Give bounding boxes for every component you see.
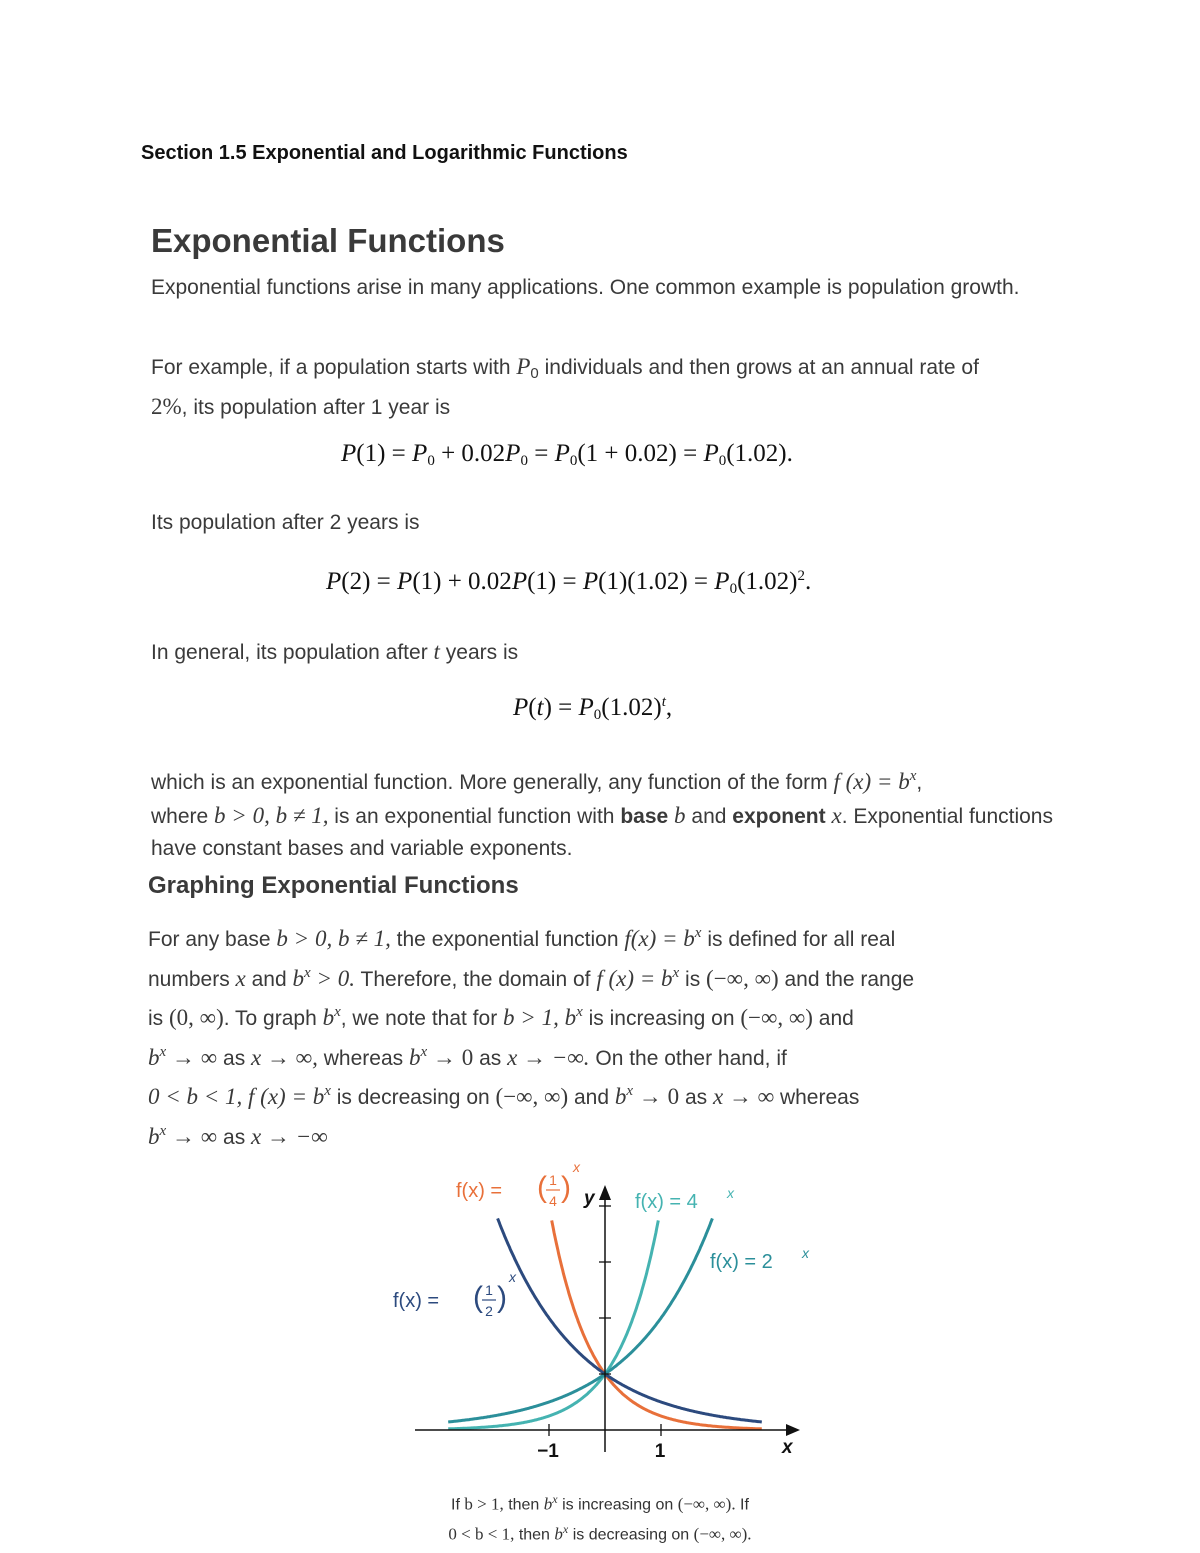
x-axis-arrow — [786, 1424, 800, 1436]
paragraph-year-2: Its population after 2 years is — [151, 511, 420, 534]
svg-text:(: ( — [537, 1171, 547, 1204]
svg-text:f(x) = 4: f(x) = 4 — [635, 1191, 698, 1213]
label-half-power-x — [393, 1269, 517, 1319]
paragraph-intro: Exponential functions arise in many applications. One common example is population growth. — [151, 276, 1020, 299]
curve-series-1 — [498, 1218, 762, 1422]
paragraph-graphing: For any base b > 0, b ≠ 1, the exponential function $f(x) = b^x$ is defined for all real numbers x and $b^x > 0$. Therefore, the domain of f $(x) = b^x$ is (−∞, ∞) and the range is (0, ∞). To graph $b^x$, we note that for b > 1, $b^x$ is increasing on (−∞, ∞) and $b^x$ → ∞ as x → ∞, whereas $b^x \to 0$ as x → −∞. On the other hand, if 0 < b < 1, f $(x) = b^x$ is decreasing on (−∞, ∞) and $b^x \to 0$ as x → ∞ whereas $b^x$ → ∞ as x → −∞ — [148, 925, 915, 1149]
y-axis-label: y — [584, 1188, 595, 1209]
x-tick-label-neg1: −1 — [537, 1441, 559, 1462]
exponential-graph — [380, 1150, 820, 1480]
equation-general: $P(t) = P_0(1.02)^t$, — [513, 694, 673, 723]
equation-year-2: $P(2) = P(1) + 0.02P(1) = P(1)(1.02) = P_0(1.02)^2$. — [326, 568, 812, 597]
graph-caption: If b > 1, then $b^x$ is increasing on (−∞, ∞). If 0 < b < 1, then $b^x$ is decreasing on (−∞, ∞). — [448, 1492, 752, 1544]
x-tick-label-1: 1 — [654, 1441, 666, 1462]
svg-text:): ) — [497, 1281, 507, 1314]
x-axis-label: x — [782, 1437, 793, 1458]
svg-text:x: x — [802, 1245, 809, 1261]
equation-year-1: $P(1) = P_0 + 0.02P_0 = P_0(1 + 0.02) = P_0(1.02)$. — [341, 440, 793, 469]
svg-text:(: ( — [473, 1281, 483, 1314]
svg-text:x: x — [509, 1269, 516, 1285]
svg-text:f(x) =: f(x) = — [456, 1180, 503, 1202]
svg-text:2: 2 — [485, 1303, 493, 1319]
svg-text:): ) — [561, 1171, 571, 1204]
paragraph-general: In general, its population after t years is — [151, 639, 519, 664]
svg-text:4: 4 — [549, 1193, 557, 1209]
y-axis-arrow — [599, 1185, 611, 1200]
heading-exponential-functions: Exponential Functions — [151, 222, 505, 259]
label-two-power-x — [710, 1245, 810, 1273]
svg-text:f(x) =: f(x) = — [393, 1290, 440, 1312]
label-quarter-power-x — [456, 1159, 581, 1209]
paragraph-example: For example, if a population starts with $P_0$ individuals and then grows at an annual rate of 2%, its population after 1 year is — [151, 354, 979, 419]
svg-text:x: x — [573, 1159, 580, 1175]
section-title: Section 1.5 Exponential and Logarithmic Functions — [141, 142, 628, 164]
svg-text:1: 1 — [549, 1172, 557, 1188]
heading-graphing: Graphing Exponential Functions — [148, 872, 519, 899]
svg-text:1: 1 — [485, 1282, 493, 1298]
svg-text:x: x — [727, 1185, 734, 1201]
svg-text:f(x) = 2: f(x) = 2 — [710, 1251, 773, 1273]
curve-series-3 — [448, 1218, 712, 1422]
label-four-power-x — [635, 1185, 735, 1213]
paragraph-definition: which is an exponential function. More generally, any function of the form f $(x) = b^x$, where b > 0, b ≠ 1, is an exponential function with base b and exponent x. Exponential functions have constant bases and variable exponents. — [151, 768, 1053, 860]
